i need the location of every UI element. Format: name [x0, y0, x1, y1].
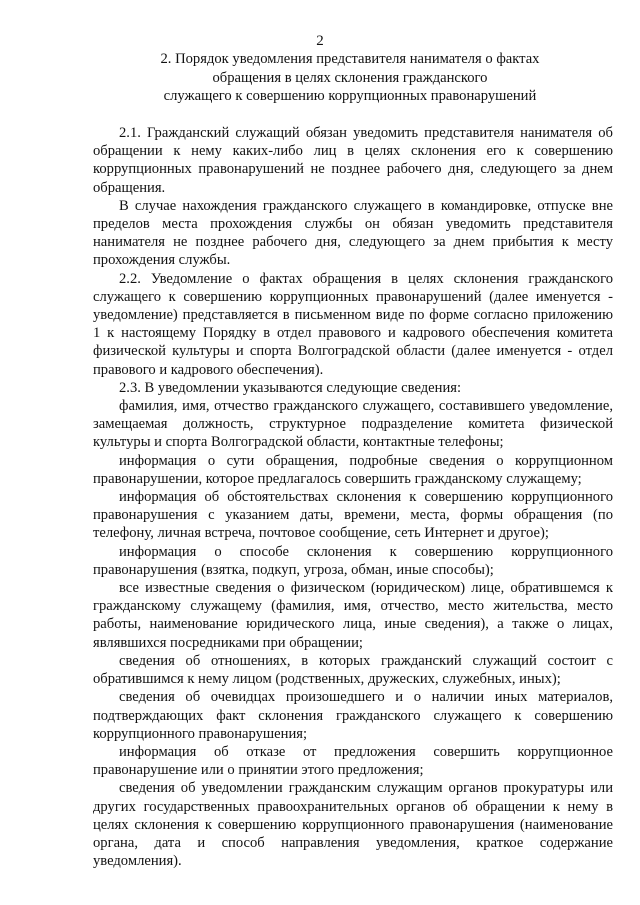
body-text — [93, 124, 613, 870]
list-item-witnesses: сведения об очевидцах произошедшего и о наличии иных материалов, подтверждающих факт склонения гражданского служащего к совершению коррупционного правонарушения; — [93, 689, 613, 742]
list-item-essence: информация о сути обращения, подробные сведения о коррупционном правонарушении, которое предлагалось совершить гражданскому служащему; — [93, 452, 613, 487]
paragraph-2-3: 2.3. В уведомлении указываются следующие сведения: — [119, 379, 462, 396]
paragraph-2-1: 2.1. Гражданский служащий обязан уведомить представителя нанимателя об обращении к нему каких-либо лиц в целях склонения его к совершению коррупционных правонарушений не позднее рабочего дня, следующего за днем обращения. — [93, 125, 613, 196]
list-item-refusal: информация об отказе от предложения совершить коррупционное правонарушение или о принятии этого предложения; — [93, 743, 613, 779]
list-item-person-info: все известные сведения о физическом (юридическом) лице, обратившемся к гражданскому служащему (фамилия, имя, отчество, место жительства, место работы, наименование юридического лица, иные сведения), а также о лицах, являвшихся посредниками при обращении; — [93, 580, 613, 651]
list-item-relations: сведения об отношениях, в которых гражданский служащий состоит с обратившимся к нему лицом (родственных, дружеских, служебных, иных); — [93, 652, 613, 688]
paragraph-business-trip: В случае нахождения гражданского служащего в командировке, отпуске вне пределов места прохождения службы он обязан уведомить представителя нанимателя не позднее рабочего дня, следующего за днем прибытия к месту прохождения службы. — [93, 197, 613, 269]
list-item-prosecutor-notice: сведения об уведомлении гражданским служащим органов прокуратуры или других государственных правоохранительных органов об обращении к нему в целях склонения к совершению коррупционного правонарушения (наименование органа, дата и способ направления уведомления, краткое содержание уведомления). — [93, 780, 613, 870]
section-heading-line: служащего к совершению коррупционных правонарушений — [163, 88, 537, 105]
list-item-circumstances: информация об обстоятельствах склонения к совершению коррупционного правонарушения с указанием даты, времени, места, формы обращения (по телефону, личная встреча, почтовое сообщение, сеть Интернет и другое); — [93, 489, 613, 542]
list-item-full-name: фамилия, имя, отчество гражданского служащего, составившего уведомление, замещаемая должность, структурное подразделение комитета физической культуры и спорта Волгоградской области, контактные телефоны; — [93, 398, 613, 451]
page-number: 2 — [316, 33, 324, 49]
section-heading — [90, 50, 610, 106]
section-heading-line: 2. Порядок уведомления представителя нанимателя о фактах — [160, 51, 540, 67]
list-item-method: информация о способе склонения к совершению коррупционного правонарушения (взятка, подкуп, угроза, обман, иные способы); — [93, 543, 613, 578]
paragraph-2-2: 2.2. Уведомление о фактах обращения в целях склонения гражданского служащего к совершению коррупционных правонарушений (далее именуется - уведомление) представляется в письменном виде по форме согласно приложению 1 к настоящему Порядку в отдел правового и кадрового обеспечения комитета физической культуры и спорта Волгоградской области (далее именуется - отдел правового и кадрового обеспечения). — [93, 270, 613, 378]
section-heading-line: обращения в целях склонения гражданского — [212, 69, 488, 86]
